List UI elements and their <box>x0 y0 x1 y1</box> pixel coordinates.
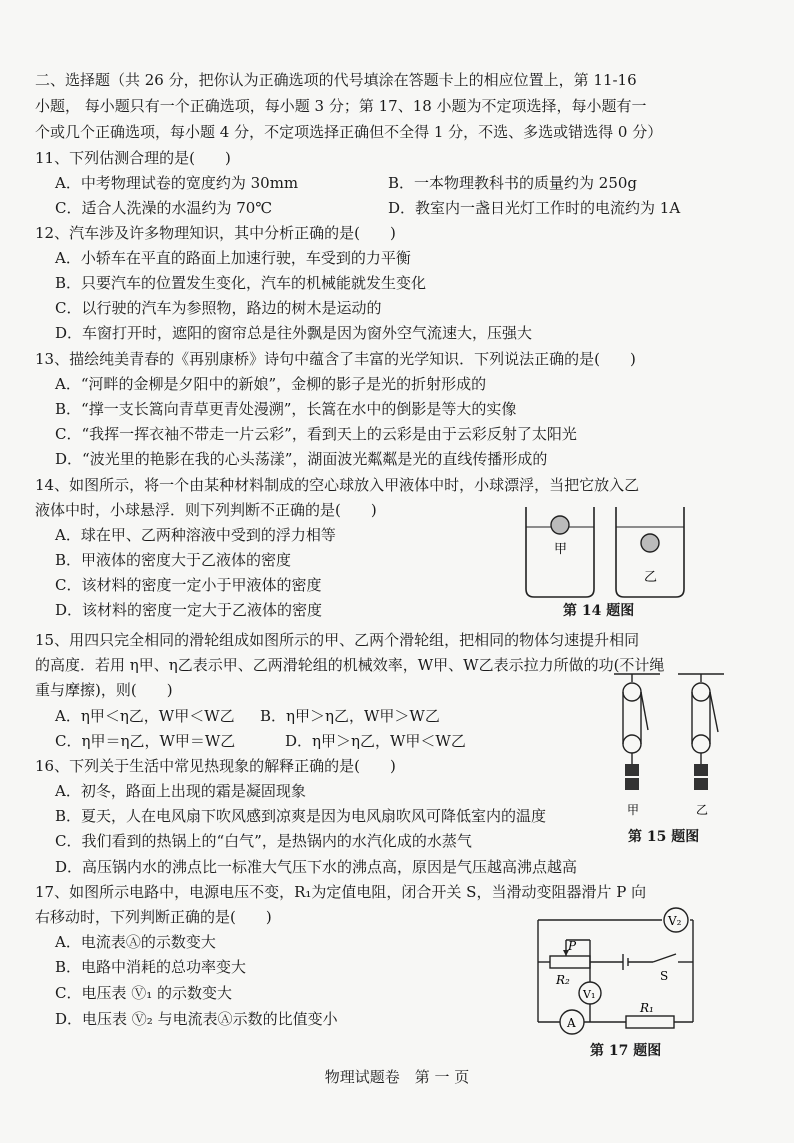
question-15-option-c: C．η甲＝η乙，W甲＝W乙 <box>55 732 236 750</box>
figure-15-label-yi: 乙 <box>696 803 709 817</box>
question-15-stem-line-2: 的高度．若用 η甲、η乙表示甲、乙两滑轮组的机械效率，W甲、W乙表示拉力所做的功(不计绳 <box>35 656 665 674</box>
figure-14-beakers <box>520 505 690 600</box>
figure-15-caption: 第 15 题图 <box>628 829 700 845</box>
question-13-option-d: D．“波光里的艳影在我的心头荡漾”，湖面波光粼粼是光的直线传播形成的 <box>55 450 548 468</box>
question-13-stem: 13、描绘纯美青春的《再别康桥》诗句中蕴含了丰富的光学知识．下列说法正确的是( ) <box>35 350 636 368</box>
question-17-stem-line-2: 右移动时，下列判断正确的是( ) <box>35 908 272 926</box>
figure-17-label-v1: V₁ <box>583 988 596 1001</box>
page-footer: 物理试题卷 第 一 页 <box>324 1068 470 1086</box>
figure-17-label-r2: R₂ <box>556 973 570 987</box>
question-15-option-d: D．η甲＞η乙，W甲＜W乙 <box>285 732 466 750</box>
question-16-stem: 16、下列关于生活中常见热现象的解释正确的是( ) <box>35 757 396 775</box>
figure-17-label-v2: V₂ <box>668 914 682 928</box>
question-17-option-a: A．电流表Ⓐ的示数变大 <box>55 933 216 951</box>
section-instructions-line-2: 小题， 每小题只有一个正确选项，每小题 3 分；第 17、18 小题为不定项选择，每小题有一 <box>35 97 647 115</box>
figure-17-label-p: P <box>568 939 577 953</box>
figure-15-pulleys <box>600 672 730 822</box>
question-12-option-b: B．只要汽车的位置发生变化，汽车的机械能就发生变化 <box>55 274 427 292</box>
question-11-stem: 11、下列估测合理的是( ) <box>35 149 231 167</box>
question-11-option-b: B．一本物理教科书的质量约为 250g <box>388 174 638 192</box>
question-15-stem-line-1: 15、用四只完全相同的滑轮组成如图所示的甲、乙两个滑轮组，把相同的物体匀速提升相同 <box>35 631 640 649</box>
figure-14-label-jia: 甲 <box>554 542 568 557</box>
question-14-stem-line-2: 液体中时，小球悬浮．则下列判断不正确的是( ) <box>35 501 377 519</box>
figure-14-caption: 第 14 题图 <box>563 603 635 619</box>
question-14-option-c: C．该材料的密度一定小于甲液体的密度 <box>55 576 322 594</box>
section-instructions-line-3: 个或几个正确选项，每小题 4 分，不定项选择正确但不全得 1 分，不选、多选或错选得 0 分） <box>35 123 663 141</box>
question-13-option-c: C．“我挥一挥衣袖不带走一片云彩”，看到天上的云彩是由于云彩反射了太阳光 <box>55 425 577 443</box>
section-instructions-line-1: 二、选择题（共 26 分，把你认为正确选项的代号填涂在答题卡上的相应位置上，第 11-16 <box>35 71 637 89</box>
question-14-option-b: B．甲液体的密度大于乙液体的密度 <box>55 551 292 569</box>
question-13-option-a: A．“河畔的金柳是夕阳中的新娘”，金柳的影子是光的折射形成的 <box>55 375 487 393</box>
question-11-option-a: A．中考物理试卷的宽度约为 30mm <box>55 174 299 192</box>
figure-15-label-jia: 甲 <box>627 803 640 817</box>
question-16-option-b: B．夏天，人在电风扇下吹风感到凉爽是因为电风扇吹风可降低室内的温度 <box>55 807 547 825</box>
question-12-option-a: A．小轿车在平直的路面上加速行驶，车受到的力平衡 <box>55 249 411 267</box>
question-17-stem-line-1: 17、如图所示电路中，电源电压不变，R₁为定值电阻，闭合开关 S，当滑动变阻器滑片 P 向 <box>35 883 647 901</box>
question-12-option-c: C．以行驶的汽车为参照物，路边的树木是运动的 <box>55 299 382 317</box>
figure-17-circuit <box>528 900 720 1035</box>
question-17-option-d: D．电压表 Ⓥ₂ 与电流表Ⓐ示数的比值变小 <box>55 1010 338 1028</box>
question-12-option-d: D．车窗打开时，遮阳的窗帘总是往外飘是因为窗外空气流速大，压强大 <box>55 324 533 342</box>
question-14-option-d: D．该材料的密度一定大于乙液体的密度 <box>55 601 323 619</box>
question-14-stem-line-1: 14、如图所示，将一个由某种材料制成的空心球放入甲液体中时，小球漂浮，当把它放入乙 <box>35 476 640 494</box>
question-12-stem: 12、汽车涉及许多物理知识，其中分析正确的是( ) <box>35 224 396 242</box>
figure-17-label-s: S <box>660 969 669 983</box>
question-16-option-c: C．我们看到的热锅上的“白气”，是热锅内的水汽化成的水蒸气 <box>55 832 472 850</box>
question-11-option-d: D．教室内一盏日光灯工作时的电流约为 1A <box>388 199 681 217</box>
figure-14-label-yi: 乙 <box>644 570 658 585</box>
question-14-option-a: A．球在甲、乙两种溶液中受到的浮力相等 <box>55 526 336 544</box>
figure-17-caption: 第 17 题图 <box>590 1043 662 1059</box>
question-15-stem-line-3: 重与摩擦)，则( ) <box>35 681 173 699</box>
figure-17-label-a: A <box>567 1016 576 1030</box>
question-15-option-b: B．η甲＞η乙，W甲＞W乙 <box>260 707 440 725</box>
question-15-option-a: A．η甲＜η乙，W甲＜W乙 <box>55 707 235 725</box>
figure-17-label-r1: R₁ <box>640 1001 654 1015</box>
question-13-option-b: B．“撑一支长篙向青草更青处漫溯”，长篙在水中的倒影是等大的实像 <box>55 400 517 418</box>
question-16-option-d: D．高压锅内水的沸点比一标准大气压下水的沸点高，原因是气压越高沸点越高 <box>55 858 578 876</box>
question-16-option-a: A．初冬，路面上出现的霜是凝固现象 <box>55 782 306 800</box>
question-17-option-c: C．电压表 Ⓥ₁ 的示数变大 <box>55 984 233 1002</box>
question-17-option-b: B．电路中消耗的总功率变大 <box>55 958 247 976</box>
question-11-option-c: C．适合人洗澡的水温约为 70℃ <box>55 199 273 217</box>
